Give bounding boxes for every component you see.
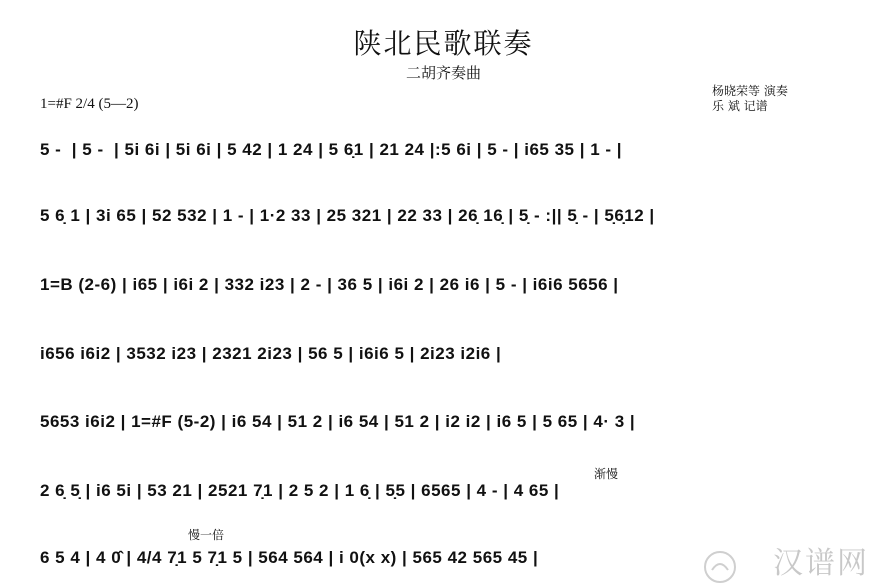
watermark-text: 汉谱网 [773, 546, 869, 581]
score-row-2: 5 6̣ 1 | 3i 65 | 52 532 | 1 - | 1·2 33 | 25 321 | 22 33 | 26̣ 16̣ | 5̣ - :|| 5̣ - | 5̣6̣12 | [40, 206, 655, 225]
key-signature: 1=#F 2/4 (5—2) [40, 96, 139, 112]
score-row-7: 6 5 4 | 4 0̂ | 4/4 7̣1 5 7̣1 5 | 564 564 | i 0(x x) | 565 42 565 45 | [40, 548, 539, 567]
score-row-4: i656 i6i2 | 3532 i23 | 2321 2i23 | 56 5 | i6i6 5 | 2i23 i2i6 | [40, 344, 502, 363]
tempo-mark-half: 慢一倍 [188, 528, 225, 542]
score-row-3: 1=B (2-6) | i65 | i6i 2 | 332 i23 | 2 - | 36 5 | i6i 2 | 26 i6 | 5 - | i6i6 5656 | [40, 275, 619, 294]
tempo-mark-slowing: 渐慢 [594, 467, 619, 481]
page-subtitle: 二胡齐奏曲 [405, 64, 481, 82]
watermark-logo-icon [703, 550, 737, 584]
performer-credit: 杨晓荣等 演奏 [712, 84, 788, 98]
page-title: 陕北民歌联奏 [353, 27, 534, 60]
score-row-5: 5653 i6i2 | 1=#F (5-2) | i6 54 | 51 2 | i6 54 | 51 2 | i2 i2 | i6 5 | 5 65 | 4· 3 | [40, 412, 636, 431]
score-row-1: 5 - | 5 - | 5i 6i | 5i 6i | 5 42 | 1 24 | 5 6̣1 | 21 24 |:5 6i | 5 - | i65 35 | 1 - | [40, 140, 623, 159]
transcriber-credit: 乐 斌 记谱 [712, 99, 768, 113]
score-row-6: 2 6̣ 5̣ | i6 5i | 53 21 | 2521 7̣1 | 2 5 2 | 1 6̣ | 5̣5 | 6565 | 4 - | 4 65 | [40, 481, 560, 500]
